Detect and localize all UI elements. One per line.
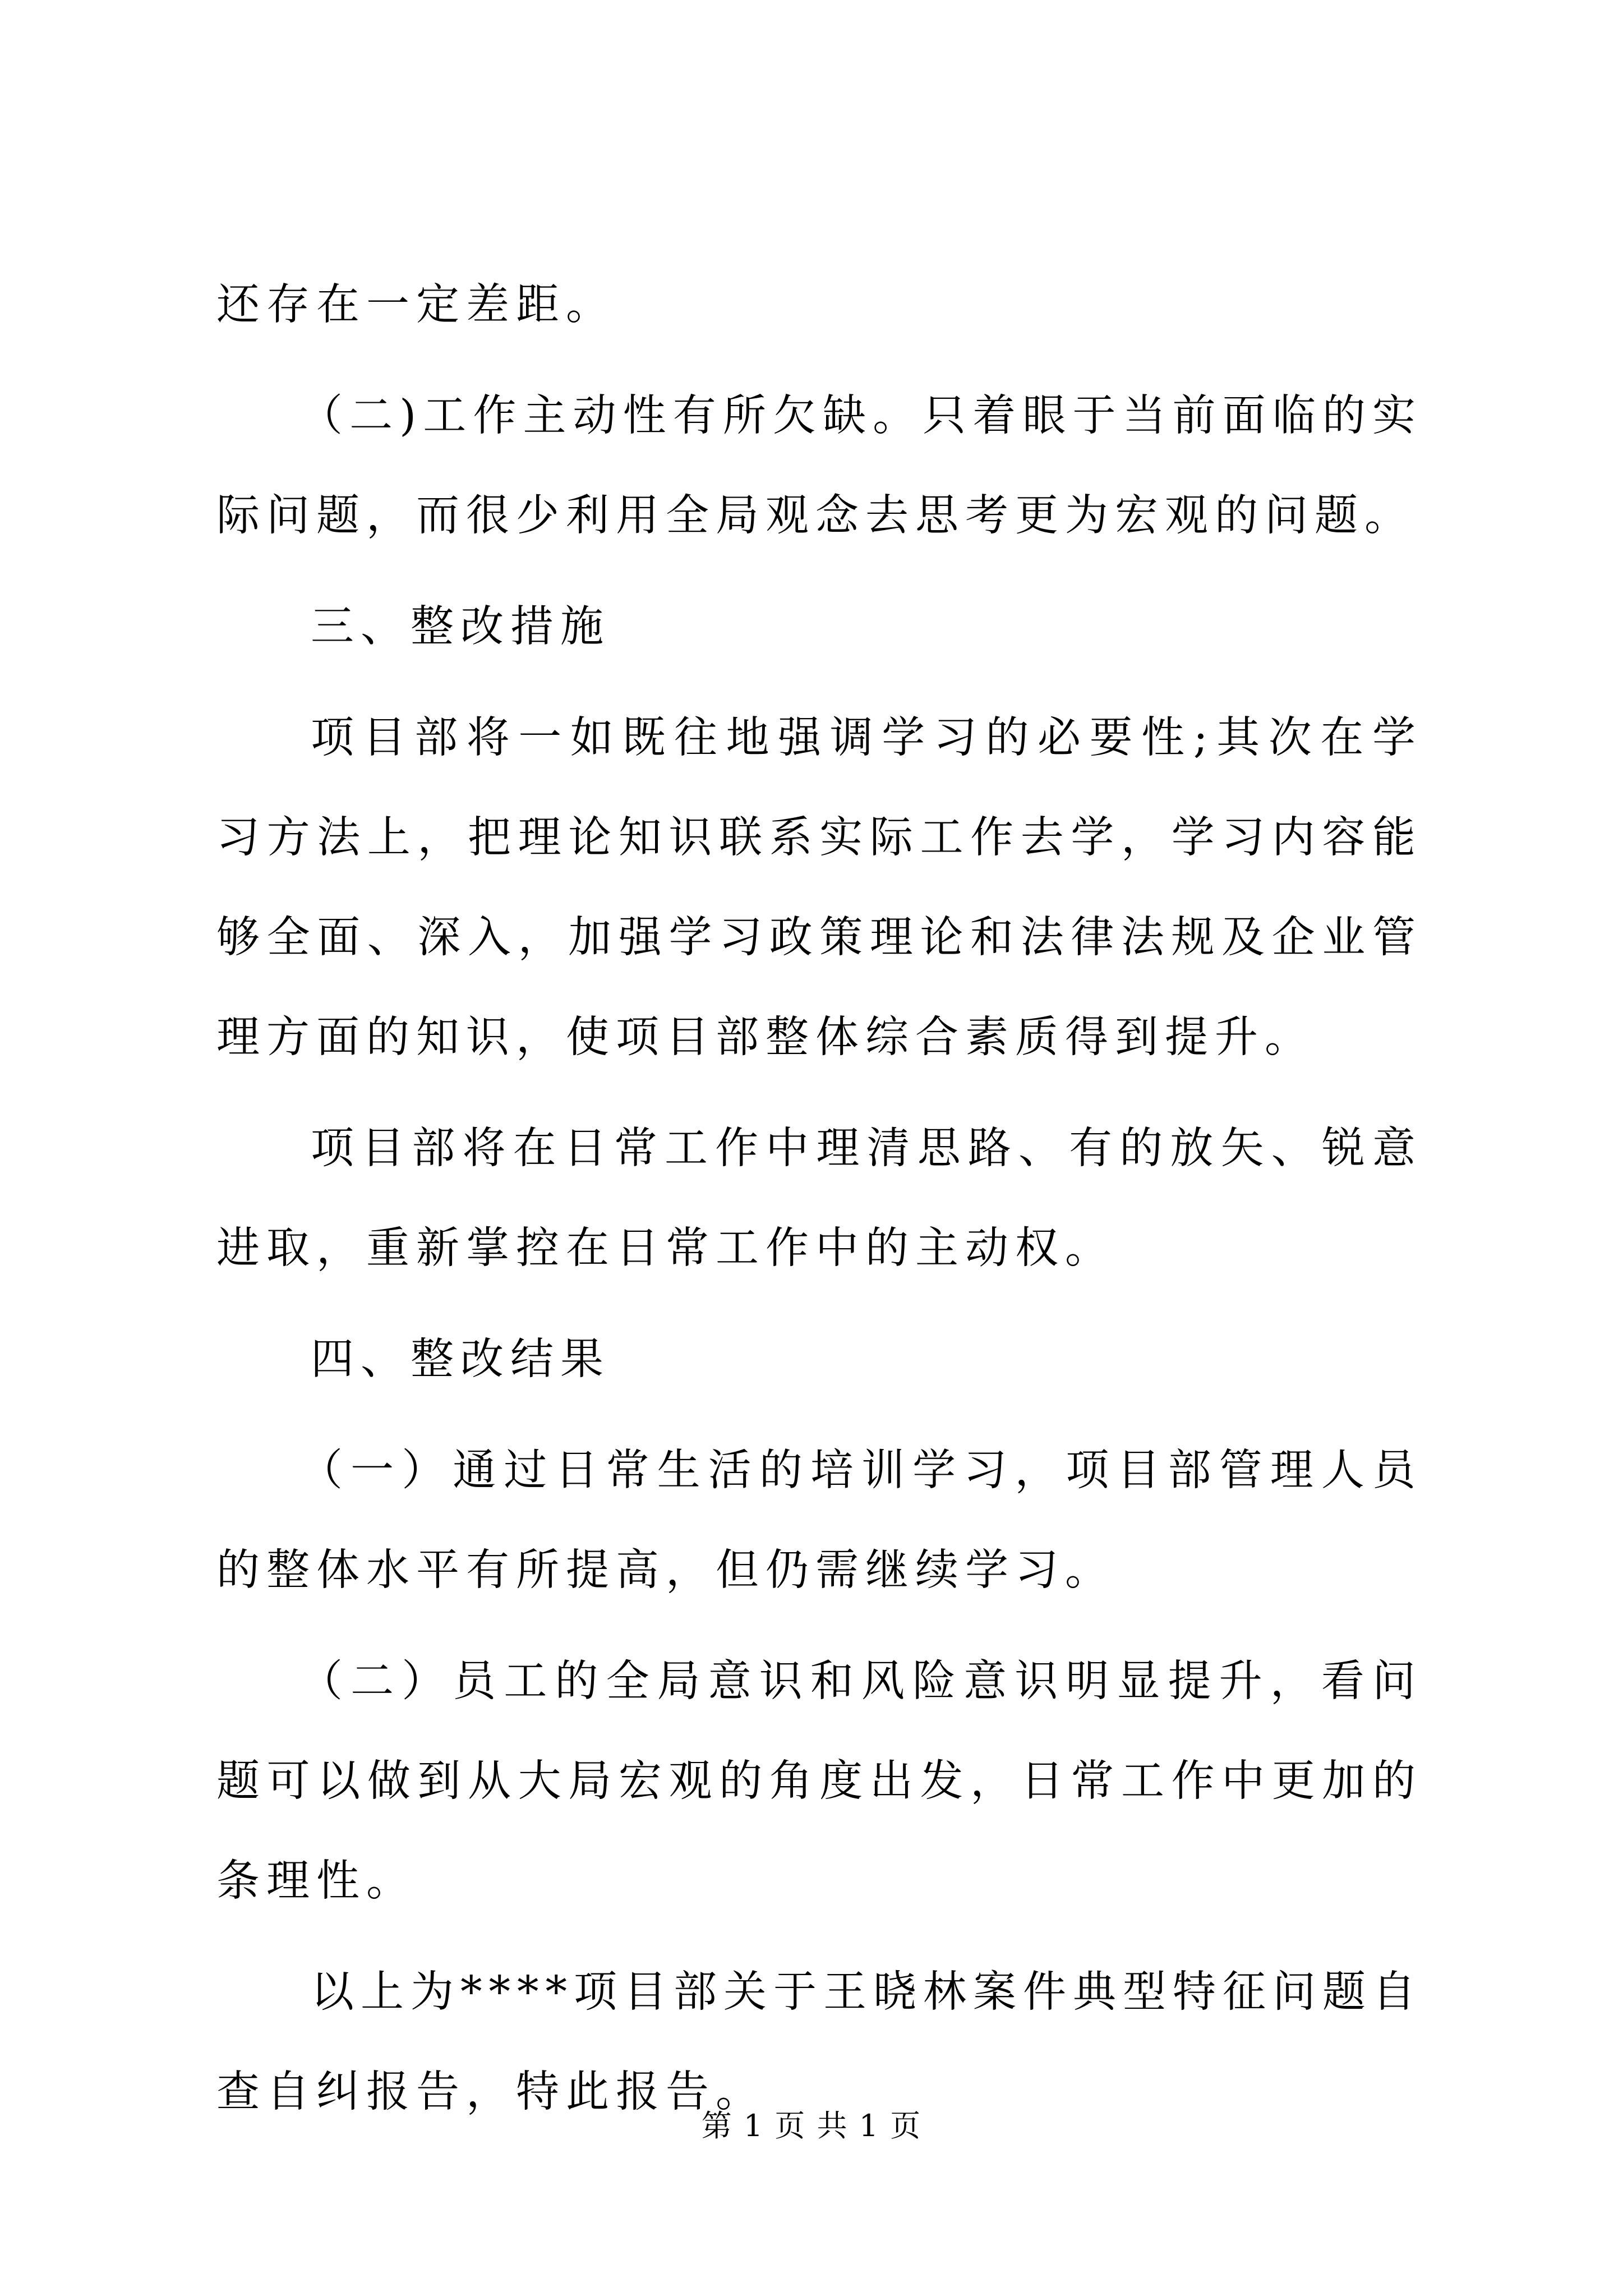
paragraph-conclusion: 以上为****项目部关于王晓林案件典型特征问题自查自纠报告，特此报告。	[216, 1967, 1422, 2117]
paragraph-daily-work-initiative: 项目部将在日常工作中理清思路、有的放矢、锐意进取，重新掌控在日常工作中的主动权。	[216, 1124, 1422, 1273]
paragraph-continuation: 还存在一定差距。	[216, 280, 616, 330]
document-body	[216, 255, 1422, 2154]
page-footer: 第 1 页 共 1 页	[701, 2108, 922, 2143]
section-heading-rectification-measures: 三、整改措施	[311, 602, 610, 652]
section-heading-rectification-results: 四、整改结果	[311, 1335, 610, 1384]
paragraph-result-one: （一）通过日常生活的培训学习，项目部管理人员的整体水平有所提高，但仍需继续学习。	[216, 1446, 1422, 1595]
paragraph-item-two-initiative: （二)工作主动性有所欠缺。只着眼于当前面临的实际问题，而很少利用全局观念去思考更为宏观的问题。	[216, 391, 1422, 541]
paragraph-learning-necessity: 项目部将一如既往地强调学习的必要性;其次在学习方法上，把理论知识联系实际工作去学，学习内容能够全面、深入，加强学习政策理论和法律法规及企业管理方面的知识，使项目部整体综合素质得到提升。	[216, 713, 1422, 1062]
paragraph-result-two: （二）员工的全局意识和风险意识明显提升，看问题可以做到从大局宏观的角度出发，日常工作中更加的条理性。	[216, 1657, 1422, 1906]
